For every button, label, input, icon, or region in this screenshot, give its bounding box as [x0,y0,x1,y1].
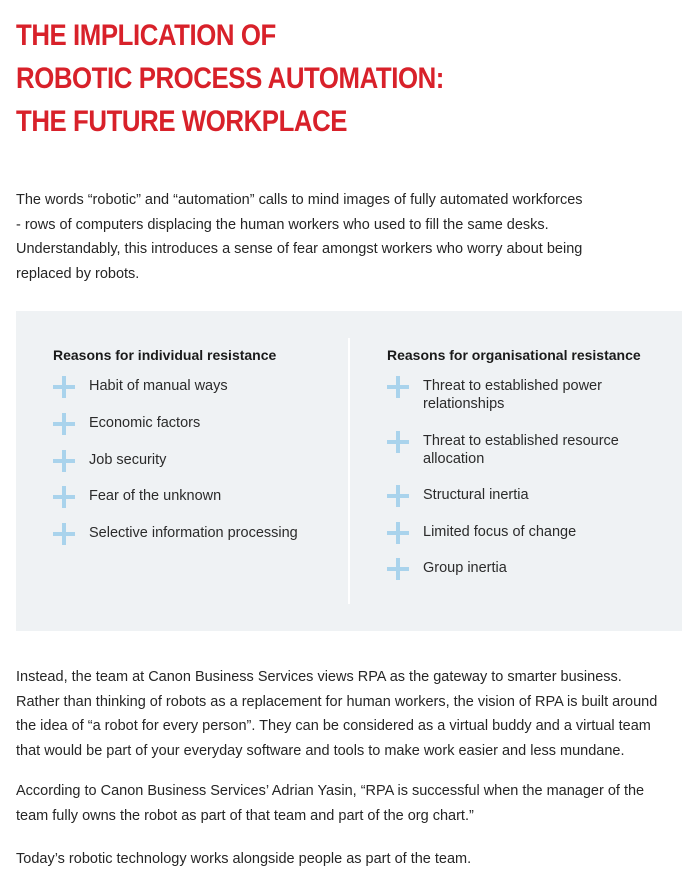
individual-resistance-column [53,346,333,561]
list-item [53,487,333,505]
text-line: team fully owns the robot as part of that team and part of the org chart.” [16,807,474,824]
list-item-text: Limited focus of change [423,523,577,540]
list-item-text: Job security [89,451,167,468]
text-line: - rows of computers displacing the human workers who used to fill the same desks. [16,216,549,233]
list-item-text: Fear of the unknown [89,488,222,505]
intro-paragraph [16,188,684,286]
plus-icon [53,413,75,435]
list-item-text: Habit of manual ways [89,378,228,394]
individual-resistance-heading: Reasons for individual resistance [53,347,277,363]
title-line: THE IMPLICATION OF [16,19,276,52]
list-item-text: Structural inertia [423,487,529,503]
plus-icon [53,486,75,508]
column-divider [348,338,350,604]
list-item [53,377,333,395]
text-line: replaced by robots. [16,265,140,282]
text-line: Rather than thinking of robots as a replacement for human workers, the vision of RPA is built around [16,693,658,710]
text-line: Instead, the team at Canon Business Services views RPA as the gateway to smarter business. [16,669,622,685]
text-line: Understandably, this introduces a sense of fear amongst workers who worry about being [16,241,583,257]
plus-icon [53,376,75,398]
title-line: THE FUTURE WORKPLACE [16,105,348,138]
text-line: Today’s robotic technology works alongside people as part of the team. [16,851,472,867]
title-line: ROBOTIC PROCESS AUTOMATION: [16,62,444,95]
list-item [387,432,667,468]
plus-icon [53,450,75,472]
plus-icon [387,485,409,507]
individual-resistance-list [53,377,333,542]
list-item [387,486,667,504]
list-item [387,523,667,541]
organisational-resistance-list [387,377,667,577]
text-line: According to Canon Business Services’ Adrian Yasin, “RPA is successful when the manager of the [16,783,645,799]
body-paragraph [16,665,684,763]
plus-icon [387,558,409,580]
list-item [53,451,333,469]
organisational-resistance-column [387,346,667,596]
list-item-text: Selective information processing [89,525,298,542]
page-title [16,14,584,143]
list-item [387,377,667,413]
list-item [53,414,333,432]
list-item-text: Threat to established resource [423,432,619,449]
list-item-text: Threat to established power [423,378,602,394]
plus-icon [387,376,409,398]
organisational-resistance-heading: Reasons for organisational resistance [387,347,641,363]
closing-paragraph [16,847,684,872]
plus-icon [387,522,409,544]
list-item-text: Economic factors [89,414,201,431]
resistance-panel [16,311,682,631]
list-item-text: allocation [423,450,485,467]
plus-icon [53,523,75,545]
text-line: the idea of “a robot for every person”. They can be considered as a virtual buddy and a virtual team [16,718,651,734]
text-line: The words “robotic” and “automation” calls to mind images of fully automated workforces [16,192,583,208]
plus-icon [387,431,409,453]
list-item-text: relationships [423,396,505,412]
list-item [387,559,667,577]
quote-paragraph [16,779,684,828]
text-line: that would be part of your everyday software and tools to make work easier and less mundane. [16,742,625,759]
list-item [53,524,333,542]
list-item-text: Group inertia [423,560,507,576]
